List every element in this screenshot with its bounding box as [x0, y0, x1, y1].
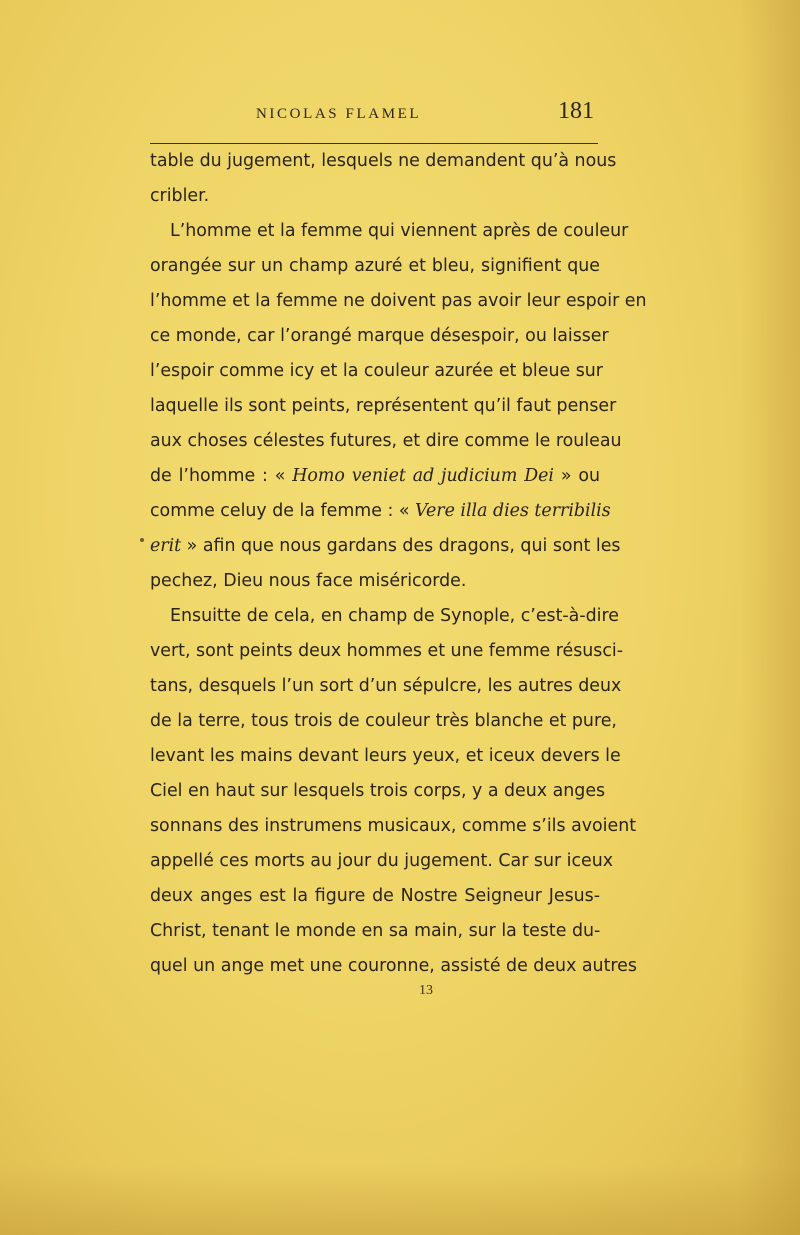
text-line: deux anges est la figure de Nostre Seigneur Jesus-: [150, 886, 600, 906]
text-line: tans, desquels l’un sort d’un sépulcre, les autres deux: [150, 676, 622, 696]
text-line: [150, 494, 611, 529]
text-line: de la terre, tous trois de couleur très blanche et pure,: [150, 711, 617, 731]
text-line: [150, 529, 621, 564]
text-line: [150, 459, 600, 494]
text-line: l’espoir comme icy et la couleur azurée et bleue sur: [150, 361, 603, 381]
text-line: orangée sur un champ azuré et bleu, signifient que: [150, 256, 600, 276]
page-number: 181: [558, 98, 594, 124]
text-line: laquelle ils sont peints, représentent qu’il faut penser: [150, 396, 617, 416]
latin-quote: Vere illa dies terribilis: [415, 501, 611, 521]
text-line-part: de l’homme : «: [150, 466, 293, 486]
text-line: quel un ange met une couronne, assisté de deux autres: [150, 956, 637, 976]
text-line: table du jugement, lesquels ne demandent qu’à nous: [150, 151, 617, 171]
page-edge-shading-right: [740, 0, 800, 1235]
text-line-part: comme celuy de la femme : «: [150, 501, 416, 521]
latin-quote: Homo veniet ad judicium Dei: [292, 466, 554, 486]
text-line: l’homme et la femme ne doivent pas avoir leur espoir en: [150, 291, 647, 311]
text-line: vert, sont peints deux hommes et une femme résusci-: [150, 641, 624, 661]
text-line: Christ, tenant le monde en sa main, sur la teste du-: [150, 921, 601, 941]
running-title: NICOLAS FLAMEL: [256, 106, 422, 122]
text-line: cribler.: [150, 186, 210, 206]
text-line-part: » afin que nous gardans des dragons, qui sont les: [181, 536, 621, 556]
text-line: Ensuitte de cela, en champ de Synople, c’est-à-dire: [170, 606, 619, 626]
text-line: L’homme et la femme qui viennent après de couleur: [170, 221, 629, 241]
margin-dot: [140, 538, 144, 542]
page-header: [150, 92, 600, 132]
text-line: appellé ces morts au jour du jugement. Car sur iceux: [150, 851, 614, 871]
text-line-part: » ou: [554, 466, 601, 486]
latin-quote: erit: [150, 536, 182, 556]
text-line: sonnans des instrumens musicaux, comme s’ils avoient: [150, 816, 637, 836]
body-text: [150, 144, 647, 984]
text-line: pechez, Dieu nous face miséricorde.: [150, 571, 467, 591]
text-line: aux choses célestes futures, et dire comme le rouleau: [150, 431, 622, 451]
text-line: levant les mains devant leurs yeux, et iceux devers le: [150, 746, 621, 766]
text-line: ce monde, car l’orangé marque désespoir, ou laisser: [150, 326, 609, 346]
signature-mark: 13: [419, 983, 433, 998]
text-line: Ciel en haut sur lesquels trois corps, y a deux anges: [150, 781, 606, 801]
page-edge-shading-bottom: [0, 1165, 800, 1235]
